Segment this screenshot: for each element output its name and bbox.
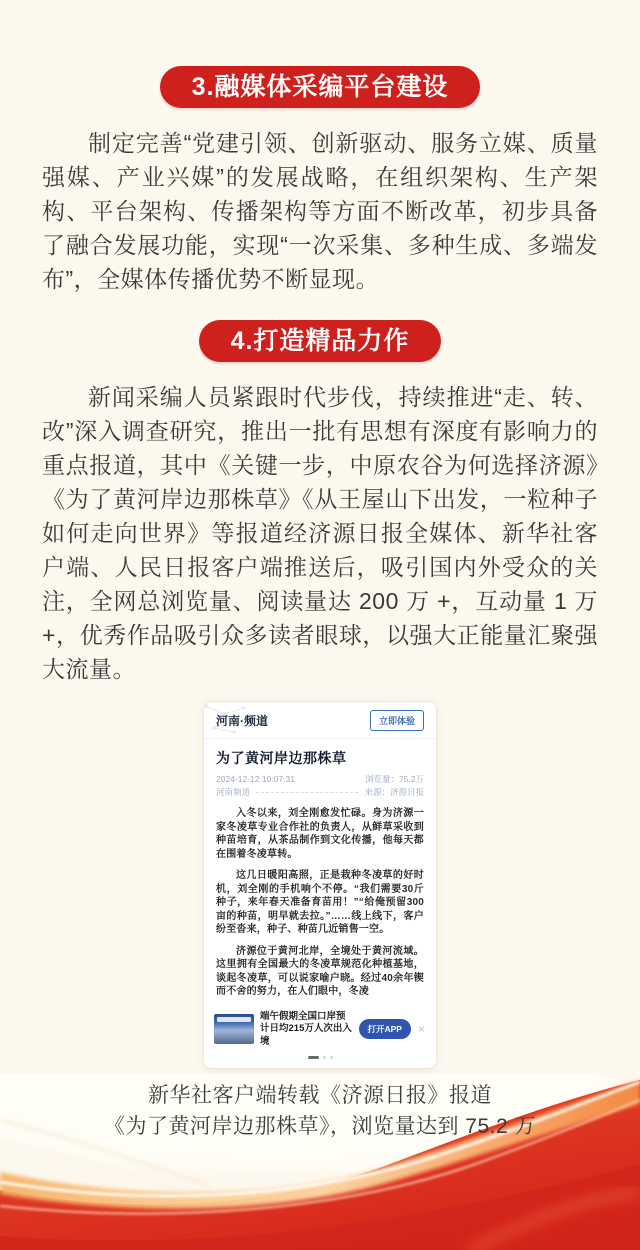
meta-divider xyxy=(256,792,358,793)
indicator-active-dash xyxy=(308,1056,319,1059)
embed-paragraph: 济源位于黄河北岸，全境处于黄河流域。这里拥有全国最大的冬凌草规范化种植基地，谈起冬凌草，可以说家喻户晓。经过40余年锲而不舍的努力，在人们眼中，冬凌 xyxy=(216,945,424,997)
publish-datetime: 2024-12-12 10:07:31 xyxy=(216,774,295,784)
section-heading-4-label: 4.打造精品力作 xyxy=(230,327,410,355)
carousel-indicator xyxy=(204,1052,436,1068)
channel-title: 河南·频道 xyxy=(216,714,268,728)
caption-line-2: 《为了黄河岸边那株草》，浏览量达到 75.2 万 xyxy=(103,1115,537,1138)
indicator-dot xyxy=(330,1056,333,1059)
embed-paragraph: 这几日暖阳高照，正是栽种冬凌草的好时机，刘全刚的手机响个不停。“我们需要30斤种子，来年春天准备育苗用！”“给俺预留300亩的种苗，明早就去拉。”……线上线下，客户纷至沓来，种子、种苗几近销售一空。 xyxy=(216,870,424,935)
section-heading-4 xyxy=(199,320,442,362)
embed-article-body xyxy=(204,799,436,999)
section-4-paragraph: 新闻采编人员紧跟时代步伐，持续推进“走、转、改”深入调查研究，推出一批有思想有深度有影响力的重点报道，其中《关键一步，中原农谷为何选择济源》《为了黄河岸边那株草》《从王屋山下出发，一粒种子如何走向世界》等报道经济源日报全媒体、新华社客户端、人民日报客户端推送后，吸引国内外受众的关注，全网总浏览量、阅读量达 200 万 +，互动量 1 万 +，优秀作品吸引众多读者眼球，以强大正能量汇聚强大流量。 xyxy=(42,384,598,682)
screenshot-caption xyxy=(0,1080,640,1142)
indicator-dot xyxy=(323,1056,326,1059)
experience-now-button[interactable]: 立即体验 xyxy=(370,710,424,731)
open-app-button[interactable]: 打开APP xyxy=(359,1019,411,1039)
ad-headline: 端午假期全国口岸预计日均215万人次出入境 xyxy=(260,1010,352,1047)
news-app-screenshot xyxy=(204,702,436,1068)
app-banner-ad xyxy=(214,1007,426,1053)
ad-thumbnail xyxy=(214,1014,254,1044)
embed-meta-row-2 xyxy=(216,786,424,799)
app-header xyxy=(204,702,436,739)
channel-name: 河南频道 xyxy=(216,787,251,797)
embed-article-title: 为了黄河岸边那株草 xyxy=(216,750,347,766)
source-label: 来源：济源日报 xyxy=(364,787,424,797)
section-heading-3 xyxy=(160,66,481,108)
embed-meta-row-1 xyxy=(216,773,424,786)
section-heading-3-label: 3.融媒体采编平台建设 xyxy=(191,73,449,101)
view-count: 浏览量：75.2万 xyxy=(364,774,424,784)
section-3-paragraph: 制定完善“党建引领、创新驱动、服务立媒、质量强媒、产业兴媒”的发展战略，在组织架构、生产架构、平台架构、传播架构等方面不断改革，初步具备了融合发展功能，实现“一次采集、多种生成、多端发布”，全媒体传播优势不断显现。 xyxy=(42,130,598,292)
caption-line-1: 新华社客户端转载《济源日报》报道 xyxy=(148,1084,492,1107)
embed-paragraph: 入冬以来，刘全刚愈发忙碌。身为济源一家冬凌草专业合作社的负责人，从鲜草采收到种苗培育，从茶品制作到文化传播，他每天都在围着冬凌草转。 xyxy=(216,808,424,860)
close-icon[interactable]: × xyxy=(417,1022,425,1037)
